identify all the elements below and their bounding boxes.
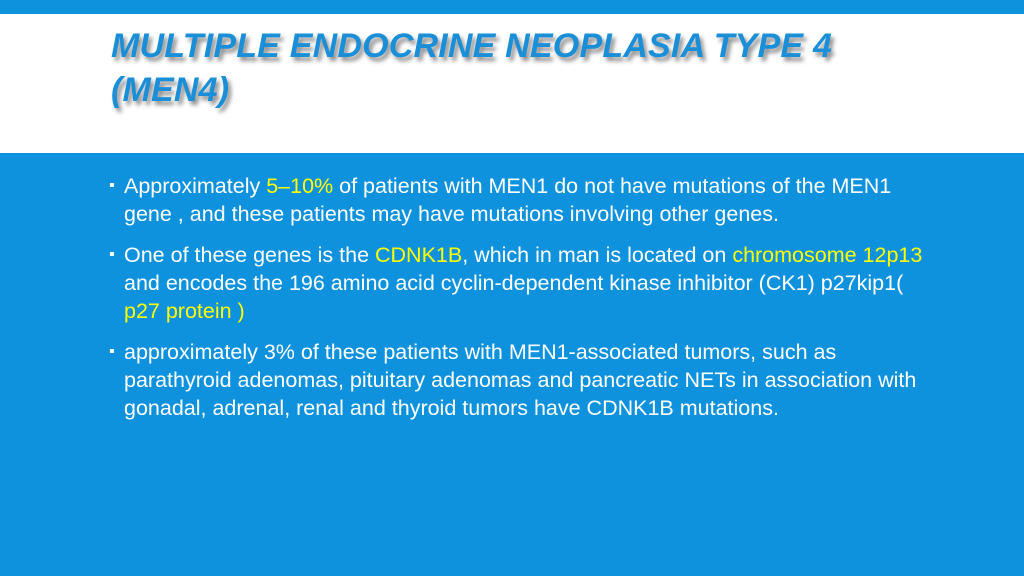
bullet-text bbox=[124, 340, 916, 420]
bullet-text-segment: approximately 3% of these patients with MEN1-associated tumors, such as parathyroid adenomas, pituitary adenomas and pancreatic NETs in association with gonadal, adrenal, renal and thyroid tumors have CDNK1B mutations. bbox=[124, 340, 917, 420]
top-accent-stripe bbox=[0, 0, 1024, 14]
highlighted-term: 5–10% bbox=[266, 174, 334, 198]
slide-title-line-2: (MEN4) bbox=[111, 71, 230, 109]
bullet-item bbox=[106, 172, 926, 228]
bullet-text-segment: of patients with MEN1 do not have mutations of the MEN1 gene , and these patients may have mutations involving other genes. bbox=[124, 174, 892, 226]
bullet-text bbox=[124, 243, 922, 323]
bullet-text-segment: One of these genes is the bbox=[124, 243, 375, 267]
bullet-text bbox=[124, 174, 891, 226]
highlighted-term: p27 protein ) bbox=[124, 299, 245, 323]
bullet-list bbox=[106, 172, 926, 435]
bullet-marker-icon: ▪ bbox=[109, 177, 115, 194]
bullet-marker-icon: ▪ bbox=[109, 246, 115, 263]
bullet-item bbox=[106, 241, 926, 325]
highlighted-term: chromosome 12p13 bbox=[732, 243, 923, 267]
bullet-item bbox=[106, 338, 926, 422]
bullet-marker-icon: ▪ bbox=[109, 343, 115, 360]
bullet-text-segment: and encodes the 196 amino acid cyclin-dependent kinase inhibitor (CK1) p27kip1( bbox=[124, 271, 904, 295]
bullet-text-segment: Approximately bbox=[124, 174, 267, 198]
slide-title bbox=[111, 24, 971, 112]
bullet-text-segment: , which in man is located on bbox=[462, 243, 733, 267]
highlighted-term: CDNK1B bbox=[375, 243, 463, 267]
slide-title-line-1: MULTIPLE ENDOCRINE NEOPLASIA TYPE 4 bbox=[111, 27, 833, 65]
